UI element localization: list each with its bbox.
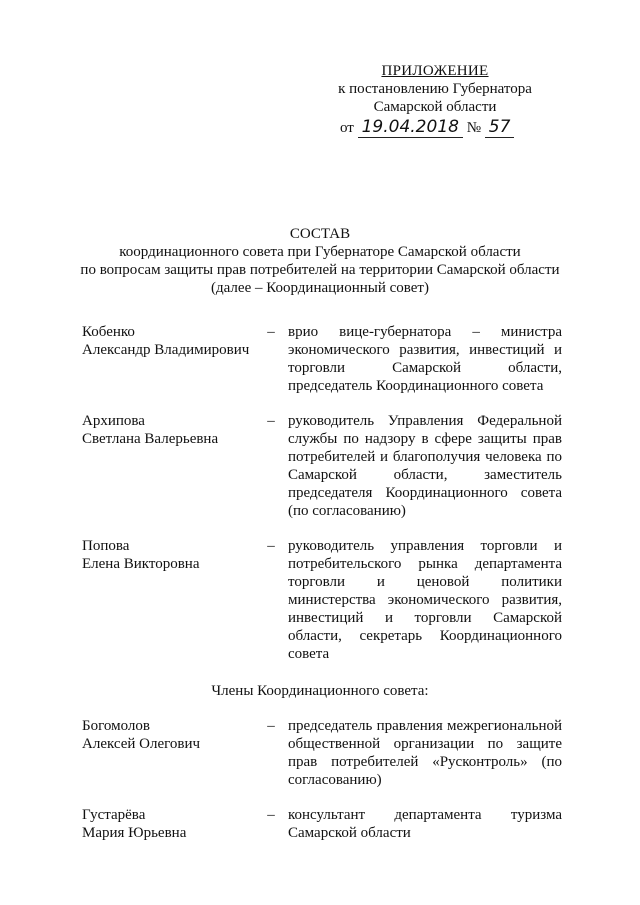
appendix-title: ПРИЛОЖЕНИЕ <box>381 63 489 79</box>
person-name: Попова Елена Викторовна <box>82 538 200 572</box>
appendix-block <box>300 62 570 137</box>
date-prefix: от <box>340 120 354 136</box>
appendix-line-1: к постановлению Губернатора <box>338 81 532 97</box>
person-role: руководитель Управления Федеральной службы по надзору в сфере защиты прав потребителей и благополучия человека по Самарской области, заместитель председателя Координационного совета (по согласованию) <box>288 413 562 519</box>
person-name: Густарёва Мария Юрьевна <box>82 807 187 841</box>
person-role: руководитель управления торговли и потребительского рынка департамента торговли и ценовой политики министерства экономического развития, инвестиций и торговли Самарской области, секретарь Координационного совета <box>288 538 562 662</box>
person-name: Богомолов Алексей Олегович <box>82 718 201 752</box>
person-name: Архипова Светлана Валерьевна <box>82 413 219 447</box>
heading-line-2: по вопросам защиты прав потребителей на территории Самарской области <box>80 262 560 278</box>
heading-line-1: координационного совета при Губернаторе Самарской области <box>119 244 521 260</box>
dash-separator: – <box>267 324 275 340</box>
appendix-dateline <box>300 118 570 137</box>
person-name: Кобенко Александр Владимирович <box>82 324 250 358</box>
appendix-line-2: Самарской области <box>373 99 497 115</box>
members-heading: Члены Координационного совета: <box>211 683 429 699</box>
handwritten-number: 57 <box>485 117 515 138</box>
dash-separator: – <box>267 538 275 554</box>
person-role: врио вице-губернатора – министра экономического развития, инвестиций и торговли Самарской области, председатель Координационного совета <box>288 324 562 394</box>
dash-separator: – <box>267 718 275 734</box>
document-heading <box>60 225 580 297</box>
heading-title: СОСТАВ <box>289 226 351 242</box>
dash-separator: – <box>267 807 275 823</box>
dash-separator: – <box>267 413 275 429</box>
heading-line-3: (далее – Координационный совет) <box>211 280 429 296</box>
handwritten-date: 19.04.2018 <box>358 117 463 138</box>
number-sign: № <box>466 120 482 136</box>
person-role: председатель правления межрегиональной общественной организации по защите прав потребителей «Русконтроль» (по согласованию) <box>288 718 562 788</box>
person-role: консультант департамента туризма Самарской области <box>288 807 562 841</box>
